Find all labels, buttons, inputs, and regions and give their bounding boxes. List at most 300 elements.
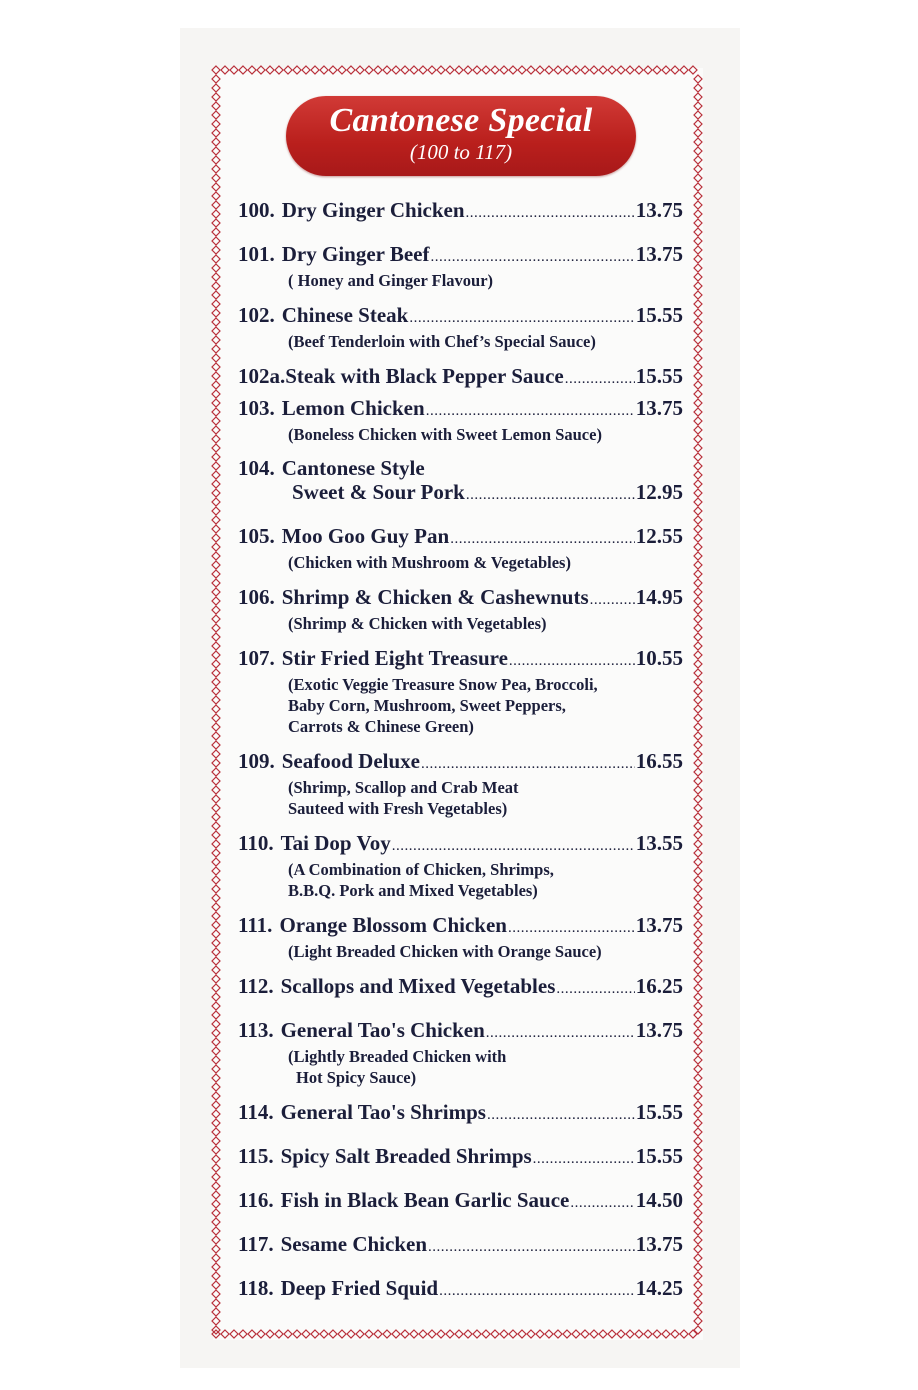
border-diamond	[212, 840, 220, 848]
border-diamond	[694, 804, 702, 812]
dot-leader	[533, 1147, 635, 1172]
menu-item-number: 117.	[238, 1232, 274, 1256]
border-diamond	[437, 66, 445, 74]
border-diamond	[212, 399, 220, 407]
border-diamond	[212, 1218, 220, 1226]
menu-item-price: 13.55	[635, 831, 683, 855]
border-diamond	[383, 66, 391, 74]
border-diamond	[212, 894, 220, 902]
border-diamond	[212, 993, 220, 1001]
border-diamond	[694, 84, 702, 92]
menu-item	[238, 831, 683, 901]
border-diamond	[212, 1065, 220, 1073]
border-diamond	[694, 435, 702, 443]
border-diamond	[694, 642, 702, 650]
border-diamond	[212, 903, 220, 911]
border-diamond	[212, 1119, 220, 1127]
border-diamond	[212, 966, 220, 974]
dot-leader	[556, 977, 634, 1002]
border-diamond	[365, 1330, 373, 1338]
border-diamond	[311, 1330, 319, 1338]
border-diamond	[212, 642, 220, 650]
border-diamond	[212, 588, 220, 596]
border-diamond	[212, 525, 220, 533]
menu-item-line	[238, 480, 683, 508]
dot-leader	[439, 1279, 635, 1304]
border-diamond	[212, 147, 220, 155]
border-diamond	[694, 219, 702, 227]
border-diamond	[694, 561, 702, 569]
border-diamond	[554, 66, 562, 74]
menu-item-name: Moo Goo Guy Pan	[281, 524, 450, 548]
border-diamond	[446, 66, 454, 74]
menu-item-line	[238, 831, 683, 859]
border-diamond	[694, 957, 702, 965]
border-diamond	[212, 669, 220, 677]
border-diamond	[212, 777, 220, 785]
menu-item-number: 102a.	[238, 364, 286, 388]
border-diamond	[212, 1056, 220, 1064]
border-diamond	[212, 948, 220, 956]
menu-item-price: 15.55	[635, 303, 683, 327]
border-diamond	[694, 1299, 702, 1307]
border-diamond	[212, 795, 220, 803]
border-diamond	[563, 1330, 571, 1338]
border-diamond	[212, 714, 220, 722]
menu-item-name: Orange Blossom Chicken	[279, 913, 507, 937]
border-diamond	[365, 66, 373, 74]
border-diamond	[694, 372, 702, 380]
menu-item-name: Fish in Black Bean Garlic Sauce	[280, 1188, 570, 1212]
border-diamond	[212, 615, 220, 623]
menu-item	[238, 303, 683, 352]
menu-item-name: Steak with Black Pepper Sauce	[285, 364, 564, 388]
border-diamond	[518, 1330, 526, 1338]
menu-item-description: (Chicken with Mushroom & Vegetables)	[288, 553, 571, 572]
border-diamond	[694, 327, 702, 335]
border-diamond	[266, 66, 274, 74]
border-diamond	[694, 849, 702, 857]
border-diamond	[212, 858, 220, 866]
border-diamond	[694, 1101, 702, 1109]
border-diamond	[509, 1330, 517, 1338]
border-diamond	[554, 1330, 562, 1338]
border-diamond	[212, 957, 220, 965]
menu-item-name: Sesame Chicken	[280, 1232, 428, 1256]
border-diamond	[212, 696, 220, 704]
border-diamond	[338, 66, 346, 74]
border-diamond	[694, 75, 702, 83]
dot-leader	[466, 201, 635, 226]
menu-item	[238, 524, 683, 573]
menu-item	[238, 585, 683, 634]
menu-item-number: 109.	[238, 749, 275, 773]
border-diamond	[694, 1290, 702, 1298]
border-diamond	[212, 408, 220, 416]
border-diamond	[694, 1065, 702, 1073]
border-diamond	[694, 462, 702, 470]
border-diamond	[694, 426, 702, 434]
border-diamond	[626, 66, 634, 74]
border-diamond	[212, 570, 220, 578]
border-diamond	[302, 1330, 310, 1338]
border-diamond	[212, 1038, 220, 1046]
menu-item-list	[238, 198, 683, 1320]
menu-item-name: Stir Fried Eight Treasure	[281, 646, 508, 670]
border-diamond	[212, 201, 220, 209]
border-diamond	[694, 624, 702, 632]
menu-item-number: 114.	[238, 1100, 274, 1124]
border-diamond	[694, 921, 702, 929]
border-diamond	[617, 1330, 625, 1338]
border-diamond	[694, 345, 702, 353]
border-diamond	[694, 597, 702, 605]
border-diamond	[212, 1254, 220, 1262]
menu-item	[238, 242, 683, 291]
border-diamond	[536, 1330, 544, 1338]
menu-item-number: 101.	[238, 242, 275, 266]
border-diamond	[694, 1128, 702, 1136]
border-diamond	[694, 390, 702, 398]
border-diamond	[212, 435, 220, 443]
border-diamond	[694, 768, 702, 776]
border-diamond	[212, 822, 220, 830]
menu-item-number: 115.	[238, 1144, 274, 1168]
menu-item	[238, 646, 683, 737]
border-diamond	[694, 1155, 702, 1163]
border-diamond	[212, 381, 220, 389]
border-diamond	[694, 966, 702, 974]
menu-item-price: 12.95	[635, 480, 683, 504]
border-diamond	[626, 1330, 634, 1338]
border-diamond	[212, 363, 220, 371]
menu-item-price: 14.50	[635, 1188, 683, 1212]
border-diamond	[694, 696, 702, 704]
border-diamond	[644, 1330, 652, 1338]
border-diamond	[410, 66, 418, 74]
border-diamond	[401, 1330, 409, 1338]
dot-leader	[426, 399, 635, 424]
border-diamond	[293, 1330, 301, 1338]
border-diamond	[635, 1330, 643, 1338]
border-diamond	[419, 1330, 427, 1338]
border-diamond	[212, 1209, 220, 1217]
border-diamond	[694, 354, 702, 362]
border-diamond	[694, 399, 702, 407]
border-diamond	[694, 525, 702, 533]
border-diamond	[212, 174, 220, 182]
border-diamond	[694, 480, 702, 488]
border-diamond	[694, 705, 702, 713]
border-diamond	[694, 1137, 702, 1145]
border-diamond	[694, 273, 702, 281]
menu-item-line	[238, 303, 683, 331]
border-diamond	[694, 498, 702, 506]
border-diamond	[694, 984, 702, 992]
border-diamond	[212, 1101, 220, 1109]
border-diamond	[500, 1330, 508, 1338]
menu-item-price: 15.55	[635, 364, 683, 388]
border-diamond	[694, 111, 702, 119]
border-diamond	[212, 1074, 220, 1082]
menu-item-price: 13.75	[635, 198, 683, 222]
dot-leader	[421, 752, 635, 777]
border-diamond	[545, 66, 553, 74]
border-diamond	[509, 66, 517, 74]
dot-leader	[508, 916, 635, 941]
menu-item-name: General Tao's Chicken	[280, 1018, 485, 1042]
menu-item-line	[238, 1100, 683, 1128]
menu-item-line	[238, 646, 683, 674]
border-diamond	[212, 786, 220, 794]
border-diamond	[680, 1330, 688, 1338]
border-diamond	[212, 984, 220, 992]
border-diamond	[455, 66, 463, 74]
menu-item	[238, 1188, 683, 1216]
menu-item-name: Chinese Steak	[281, 303, 409, 327]
border-diamond	[694, 1092, 702, 1100]
border-diamond	[212, 1164, 220, 1172]
border-diamond	[212, 1281, 220, 1289]
section-subtitle: (100 to 117)	[409, 140, 513, 164]
border-diamond	[419, 66, 427, 74]
border-diamond	[694, 795, 702, 803]
dot-leader	[466, 483, 635, 508]
border-diamond	[212, 138, 220, 146]
menu-item-price: 12.55	[635, 524, 683, 548]
border-diamond	[545, 1330, 553, 1338]
border-diamond	[694, 903, 702, 911]
menu-item	[238, 1232, 683, 1260]
border-diamond	[212, 192, 220, 200]
border-diamond	[392, 1330, 400, 1338]
border-diamond	[599, 66, 607, 74]
border-diamond	[212, 1236, 220, 1244]
menu-item-name: Sweet & Sour Pork	[292, 480, 465, 504]
border-diamond	[694, 516, 702, 524]
menu-item-description: (Shrimp & Chicken with Vegetables)	[288, 614, 547, 633]
border-diamond	[694, 381, 702, 389]
border-diamond	[212, 804, 220, 812]
menu-item-price: 14.95	[635, 585, 683, 609]
border-diamond	[410, 1330, 418, 1338]
border-diamond	[212, 597, 220, 605]
border-diamond	[662, 66, 670, 74]
border-diamond	[212, 1299, 220, 1307]
border-diamond	[694, 732, 702, 740]
border-diamond	[694, 291, 702, 299]
border-diamond	[694, 93, 702, 101]
menu-item-line	[238, 1276, 683, 1304]
menu-item-line	[238, 396, 683, 424]
border-diamond	[212, 534, 220, 542]
border-diamond	[212, 516, 220, 524]
border-diamond	[212, 606, 220, 614]
dot-leader	[590, 588, 635, 613]
border-diamond	[230, 1330, 238, 1338]
border-diamond	[356, 1330, 364, 1338]
border-diamond	[491, 66, 499, 74]
border-diamond	[482, 1330, 490, 1338]
border-diamond	[266, 1330, 274, 1338]
border-diamond	[694, 1317, 702, 1325]
border-diamond	[694, 1074, 702, 1082]
border-diamond	[320, 1330, 328, 1338]
border-diamond	[694, 633, 702, 641]
border-diamond	[694, 867, 702, 875]
border-diamond	[694, 1047, 702, 1055]
menu-item-name: Seafood Deluxe	[281, 749, 420, 773]
border-diamond	[694, 993, 702, 1001]
border-diamond	[694, 165, 702, 173]
menu-item-description: Sauteed with Fresh Vegetables)	[288, 799, 508, 818]
border-diamond	[293, 66, 301, 74]
border-diamond	[212, 1110, 220, 1118]
dot-leader	[428, 1235, 635, 1260]
border-diamond	[212, 300, 220, 308]
menu-item	[238, 198, 683, 226]
border-diamond	[694, 939, 702, 947]
border-diamond	[694, 1200, 702, 1208]
border-diamond	[329, 66, 337, 74]
border-diamond	[212, 705, 220, 713]
menu-item-number: 118.	[238, 1276, 274, 1300]
border-diamond	[284, 66, 292, 74]
border-diamond	[446, 1330, 454, 1338]
menu-item-number: 104.	[238, 456, 275, 480]
border-diamond	[374, 66, 382, 74]
border-diamond	[239, 1330, 247, 1338]
menu-item-description: (Beef Tenderloin with Chef’s Special Sauce)	[288, 332, 596, 351]
menu-item-price: 13.75	[635, 396, 683, 420]
dot-leader	[431, 245, 635, 270]
border-diamond	[212, 759, 220, 767]
border-diamond	[694, 210, 702, 218]
border-diamond	[212, 120, 220, 128]
border-diamond	[694, 1236, 702, 1244]
menu-item-name: Dry Ginger Chicken	[281, 198, 465, 222]
menu-item-price: 13.75	[635, 1232, 683, 1256]
border-diamond	[689, 66, 697, 74]
border-diamond	[694, 1182, 702, 1190]
border-diamond	[694, 192, 702, 200]
border-diamond	[212, 651, 220, 659]
border-diamond	[212, 246, 220, 254]
menu-item-line	[238, 524, 683, 552]
border-diamond	[608, 1330, 616, 1338]
border-diamond	[694, 777, 702, 785]
border-diamond	[694, 588, 702, 596]
menu-item-name: Tai Dop Voy	[280, 831, 391, 855]
border-diamond	[694, 1173, 702, 1181]
border-diamond	[212, 309, 220, 317]
border-diamond	[284, 1330, 292, 1338]
border-diamond	[694, 1209, 702, 1217]
border-diamond	[527, 1330, 535, 1338]
border-diamond	[212, 129, 220, 137]
border-diamond	[694, 1227, 702, 1235]
border-diamond	[694, 615, 702, 623]
border-diamond	[694, 147, 702, 155]
border-diamond	[401, 66, 409, 74]
menu-item	[238, 396, 683, 445]
border-diamond	[230, 66, 238, 74]
border-diamond	[694, 831, 702, 839]
menu-item-description: (Light Breaded Chicken with Orange Sauce)	[288, 942, 602, 961]
menu-item-number: 102.	[238, 303, 275, 327]
menu-item-price: 16.55	[635, 749, 683, 773]
border-diamond	[694, 948, 702, 956]
border-diamond	[212, 354, 220, 362]
border-diamond	[694, 840, 702, 848]
border-diamond	[455, 1330, 463, 1338]
menu-item-name: Deep Fried Squid	[280, 1276, 439, 1300]
border-diamond	[694, 489, 702, 497]
border-diamond	[212, 489, 220, 497]
dot-leader	[487, 1103, 635, 1128]
border-diamond	[536, 66, 544, 74]
border-diamond	[392, 66, 400, 74]
border-diamond	[491, 1330, 499, 1338]
border-diamond	[653, 66, 661, 74]
border-diamond	[212, 480, 220, 488]
border-diamond	[694, 1029, 702, 1037]
border-diamond	[694, 156, 702, 164]
menu-item-name: Scallops and Mixed Vegetables	[280, 974, 556, 998]
border-diamond	[212, 1308, 220, 1316]
border-diamond	[212, 282, 220, 290]
border-diamond	[302, 66, 310, 74]
menu-item-price: 13.75	[635, 1018, 683, 1042]
border-diamond	[212, 273, 220, 281]
border-diamond	[212, 912, 220, 920]
border-diamond	[212, 102, 220, 110]
border-diamond	[212, 768, 220, 776]
border-diamond	[212, 156, 220, 164]
border-diamond	[590, 66, 598, 74]
border-diamond	[212, 498, 220, 506]
border-diamond	[694, 651, 702, 659]
menu-item-number: 100.	[238, 198, 275, 222]
menu-item-line	[238, 585, 683, 613]
border-diamond	[694, 300, 702, 308]
section-banner	[286, 96, 636, 176]
border-diamond	[212, 831, 220, 839]
menu-item-description: B.B.Q. Pork and Mixed Vegetables)	[288, 881, 538, 900]
border-diamond	[212, 1272, 220, 1280]
menu-item-price: 15.55	[635, 1100, 683, 1124]
border-diamond	[212, 849, 220, 857]
border-diamond	[694, 714, 702, 722]
border-diamond	[212, 975, 220, 983]
border-diamond	[694, 444, 702, 452]
menu-item-name: Lemon Chicken	[281, 396, 425, 420]
border-diamond	[694, 1002, 702, 1010]
dot-leader	[392, 834, 635, 859]
border-diamond	[608, 66, 616, 74]
border-diamond	[374, 1330, 382, 1338]
border-diamond	[212, 93, 220, 101]
border-diamond	[694, 975, 702, 983]
border-diamond	[694, 336, 702, 344]
border-diamond	[694, 750, 702, 758]
border-diamond	[275, 66, 283, 74]
border-diamond	[212, 75, 220, 83]
border-diamond	[694, 453, 702, 461]
border-diamond	[599, 1330, 607, 1338]
border-diamond	[212, 390, 220, 398]
menu-item	[238, 1144, 683, 1172]
